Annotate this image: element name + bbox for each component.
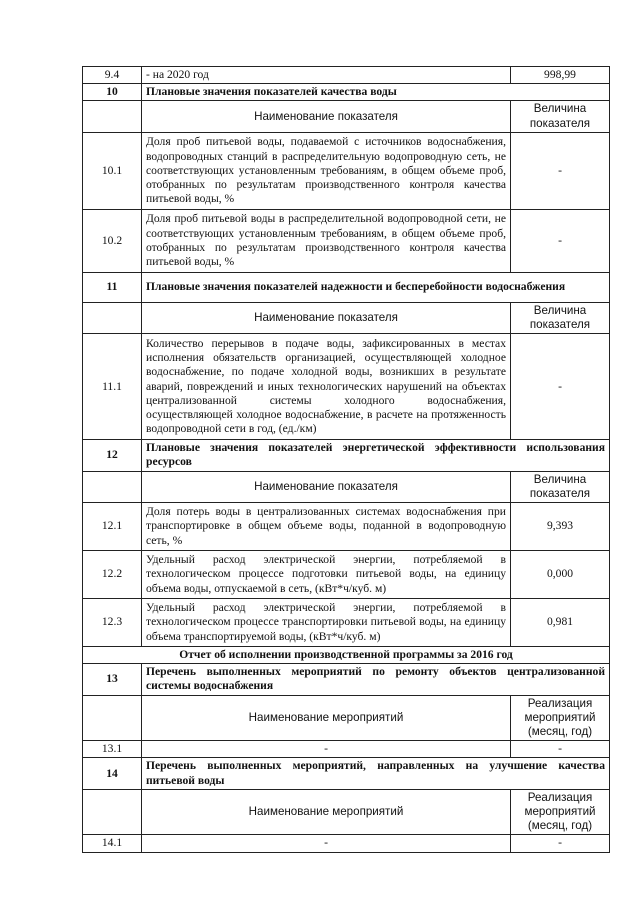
table-row	[83, 503, 610, 551]
name-header: Наименование показателя	[142, 101, 511, 132]
row-text: Количество перерывов в подаче воды, зафиксированных в местах исполнения обязательств организацией, осуществляющей холодное водоснабжение, по подаче холодной воды, возникших в результате аварий, повреждений и иных технологических нарушений на объектах централизованной системы холодного водоснабжения, осуществляющей холодное водоснабжение, в расчете на протяженность водопроводной сети в год, (ед./км)	[142, 334, 511, 440]
row-number: 11.1	[83, 334, 142, 440]
row-number: 12.2	[83, 551, 142, 599]
name-header: Наименование показателя	[142, 302, 511, 333]
row-text: Удельный расход электрической энергии, потребляемой в технологическом процессе транспортировки питьевой воды, на единицу объема транспортируемой воды, (кВт*ч/куб. м)	[142, 599, 511, 647]
row-value: 0,981	[511, 599, 610, 647]
report-row	[83, 647, 610, 664]
row-text: Доля проб питьевой воды в распределительной водопроводной сети, не соответствующих установленным требованиям, в общем объеме проб, отобранных по результатам производственного контроля качества питьевой воды, %	[142, 209, 511, 272]
row-text: -	[142, 741, 511, 758]
section-number: 14	[83, 758, 142, 789]
row-value: -	[511, 132, 610, 209]
section-row	[83, 664, 610, 695]
value-header: Величина показателя	[511, 471, 610, 502]
section-row	[83, 84, 610, 101]
table-row	[83, 599, 610, 647]
section-row	[83, 440, 610, 471]
row-value: -	[511, 741, 610, 758]
section-title: Плановые значения показателей надежности и бесперебойности водоснабжения	[142, 272, 610, 302]
value-header: Реализация мероприятий (месяц, год)	[511, 695, 610, 741]
indicators-table	[82, 66, 610, 853]
row-value: -	[511, 334, 610, 440]
row-text: -	[142, 835, 511, 852]
table-row	[83, 334, 610, 440]
table-row	[83, 835, 610, 852]
table-row	[83, 67, 610, 84]
value-header: Реализация мероприятий (месяц, год)	[511, 789, 610, 835]
section-row	[83, 272, 610, 302]
header-row	[83, 471, 610, 502]
section-number: 11	[83, 272, 142, 302]
row-text: Доля потерь воды в централизованных системах водоснабжения при транспортировке в общем объеме воды, поданной в водопроводную сеть, %	[142, 503, 511, 551]
section-row	[83, 758, 610, 789]
section-title: Перечень выполненных мероприятий по ремонту объектов централизованной системы водоснабжения	[142, 664, 610, 695]
row-number: 9.4	[83, 67, 142, 84]
row-number: 12.1	[83, 503, 142, 551]
row-value: 9,393	[511, 503, 610, 551]
section-number: 12	[83, 440, 142, 471]
header-row	[83, 695, 610, 741]
row-text: - на 2020 год	[142, 67, 511, 84]
name-header: Наименование мероприятий	[142, 789, 511, 835]
value-header: Величина показателя	[511, 101, 610, 132]
row-number: 10.1	[83, 132, 142, 209]
table-row	[83, 209, 610, 272]
row-text: Удельный расход электрической энергии, потребляемой в технологическом процессе подготовки питьевой воды, на единицу объема воды, отпускаемой в сеть, (кВт*ч/куб. м)	[142, 551, 511, 599]
table-row	[83, 741, 610, 758]
header-row	[83, 101, 610, 132]
name-header: Наименование мероприятий	[142, 695, 511, 741]
row-number: 10.2	[83, 209, 142, 272]
report-title: Отчет об исполнении производственной программы за 2016 год	[83, 647, 610, 664]
header-row	[83, 789, 610, 835]
name-header: Наименование показателя	[142, 471, 511, 502]
table-row	[83, 132, 610, 209]
section-title: Перечень выполненных мероприятий, направленных на улучшение качества питьевой воды	[142, 758, 610, 789]
row-value: -	[511, 835, 610, 852]
section-number: 13	[83, 664, 142, 695]
section-number: 10	[83, 84, 142, 101]
row-value: -	[511, 209, 610, 272]
section-title: Плановые значения показателей энергетической эффективности использования ресурсов	[142, 440, 610, 471]
value-header: Величина показателя	[511, 302, 610, 333]
row-value: 0,000	[511, 551, 610, 599]
row-text: Доля проб питьевой воды, подаваемой с источников водоснабжения, водопроводных станций в распределительную водопроводную сеть, не соответствующих установленным требованиям, в общем объеме проб, отобранных по результатам производственного контроля качества питьевой воды, %	[142, 132, 511, 209]
row-number: 14.1	[83, 835, 142, 852]
header-row	[83, 302, 610, 333]
row-value: 998,99	[511, 67, 610, 84]
table-row	[83, 551, 610, 599]
section-title: Плановые значения показателей качества воды	[142, 84, 610, 101]
row-number: 13.1	[83, 741, 142, 758]
row-number: 12.3	[83, 599, 142, 647]
